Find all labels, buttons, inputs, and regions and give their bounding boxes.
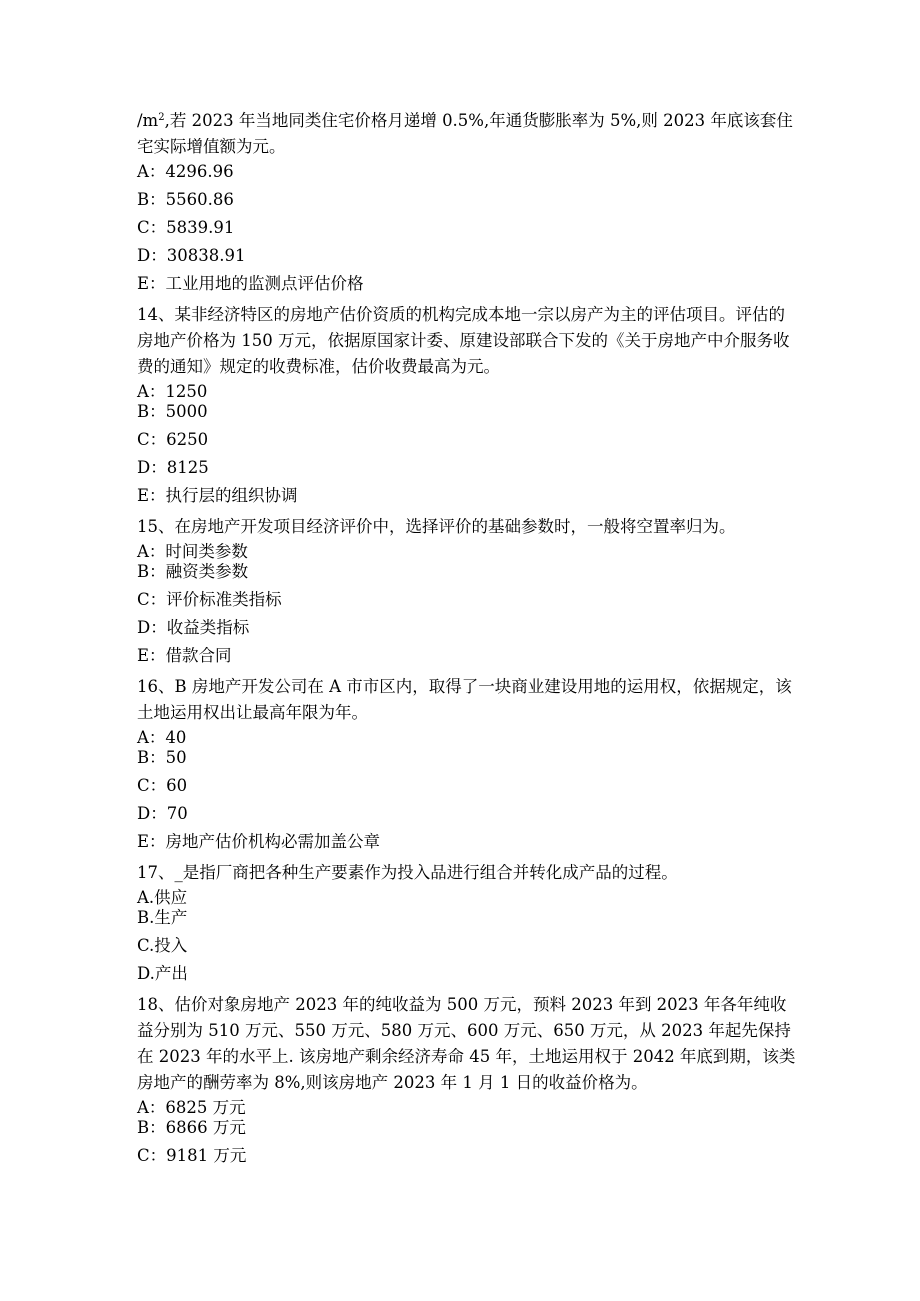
option-a: A：4296.96 [137,162,234,181]
option-d: D：70 [137,804,188,823]
question-17 [137,860,797,984]
question-stem: 17、_是指厂商把各种生产要素作为投入品进行组合并转化成产品的过程。 [137,863,678,882]
option-c: C：6250 [137,430,209,449]
option-b: B：融资类参数 [137,562,249,581]
question-18 [137,992,797,1166]
option-a: A：时间类参数 [137,542,248,561]
document-page [137,108,797,1174]
option-d: D：30838.91 [137,246,246,265]
option-d: D：收益类指标 [137,618,250,637]
question-stem [137,108,797,160]
option-c: C：60 [137,776,188,795]
option-b: B.生产 [137,908,188,927]
option-a: A：1250 [137,382,208,401]
option-a: A：6825 万元 [137,1098,246,1117]
option-a: A.供应 [137,888,188,907]
option-b: B：5560.86 [137,190,234,209]
question-fragment [137,108,797,294]
superscript: 2 [158,112,165,123]
stem-text: /m [137,111,159,130]
option-d: D.产出 [137,964,188,983]
option-e: E：借款合同 [137,646,232,665]
question-stem: 18、估价对象房地产 2023 年的纯收益为 500 万元，预料 2023 年到 2023 年各年纯收益分别为 510 万元、550 万元、580 万元、600 万元、650 万元，从 2023 年起先保持在 2023 年的水平上. 该房地产剩余经济寿命 45 年，土地运用权于 2042 年底到期，该类房地产的酬劳率为 8%,则该房地产 2023 年 1 月 1 日的收益价格为。 [137,995,796,1092]
option-c: C：评价标准类指标 [137,590,282,609]
option-b: B：6866 万元 [137,1118,246,1137]
option-b: B：50 [137,748,187,767]
option-c: C：9181 万元 [137,1146,247,1165]
question-15 [137,514,797,666]
option-a: A：40 [137,728,187,747]
option-d: D：8125 [137,458,209,477]
option-e: E：房地产估价机构必需加盖公章 [137,832,381,851]
question-14 [137,302,797,506]
question-16 [137,674,797,852]
question-stem: 14、某非经济特区的房地产估价资质的机构完成本地一宗以房产为主的评估项目。评估的房地产价格为 150 万元，依据原国家计委、原建设部联合下发的《关于房地产中介服务收费的通知》规定的收费标准，估价收费最高为元。 [137,305,790,376]
question-stem: 15、在房地产开发项目经济评价中，选择评价的基础参数时，一般将空置率归为。 [137,517,736,536]
option-e: E：执行层的组织协调 [137,486,298,505]
question-stem: 16、B 房地产开发公司在 A 市市区内，取得了一块商业建设用地的运用权，依据规定，该土地运用权出让最高年限为年。 [137,677,792,722]
stem-text: ,若 2023 年当地同类住宅价格月递增 0.5%,年通货膨胀率为 5%,则 2023 年底该套住宅实际增值额为元。 [137,111,793,156]
option-b: B：5000 [137,402,208,421]
option-e: E：工业用地的监测点评估价格 [137,274,364,293]
option-c: C：5839.91 [137,218,235,237]
option-c: C.投入 [137,936,188,955]
